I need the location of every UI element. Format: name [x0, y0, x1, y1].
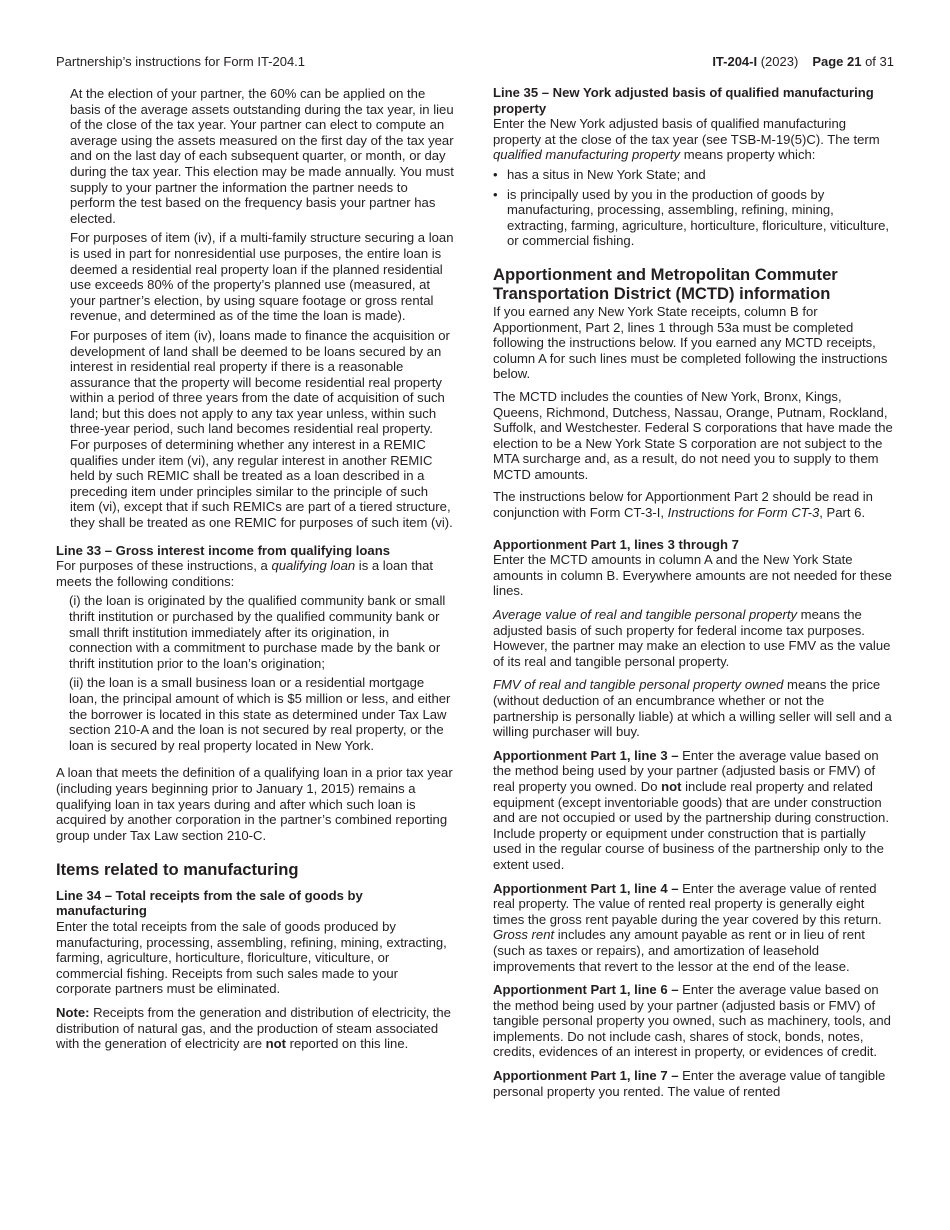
apportionment-p2: The MCTD includes the counties of New York, Bronx, Kings, Queens, Richmond, Dutchess, Nassau, Orange, Putnam, Rockland, Suffolk, and Westchester. Federal S corporations that have made the election to be a New York State S corporation are not subject to the MTA surcharge and, as a result, do not need you to supply to them MCTD amounts. — [493, 388, 893, 482]
line35-term: qualified manufacturing property — [493, 147, 681, 163]
line3-paragraph — [493, 748, 893, 873]
apportionment-p3-text: The instructions below for Apportionment Part 2 should be read in conjunction with Form CT-3-I, — [493, 489, 873, 521]
line33-intro-rest: is a loan that meets the following conditions: — [56, 558, 434, 589]
condition-ii: (ii) the loan is a small business loan or a residential mortgage loan, the principal amount of which is $5 million or less, and either the borrower is located in this state as determined under Tax Law section 210-A and the loan is not secured by real property, or the loan is secured by real property located in New York. — [69, 675, 451, 753]
paragraph-election: At the election of your partner, the 60% can be applied on the basis of the average assets outstanding during the tax year, in lieu of the close of the tax year. Your partner can elect to compute an average using the assets measured on the first day of the tax year and on the last day of each subsequent quarter, or month, or day during the tax year. This election may be made annually. You must supply to your partner the information the partner needs to perform the test based on the frequency basis your partner has elected. — [70, 86, 454, 226]
line7-text: Enter the average value of tangible personal property you rented. The value of rented — [493, 1068, 886, 1099]
line33-intro-text: For purposes of these instructions, a — [56, 558, 272, 574]
line3-not-emphasis: not — [661, 778, 682, 794]
form-year: (2023) — [757, 54, 799, 69]
line6-paragraph — [493, 982, 893, 1060]
line33-heading: Line 33 – Gross interest income from qualifying loans — [56, 542, 390, 558]
line3-text-end: include real property and related equipment (except inventoriable goods) that are under construction and are not occupied or used by the partnership during construction. Include property or equipment under construction that is partially used in the regular course of business of the partnership only to the extent used. — [493, 778, 889, 872]
note-text: Receipts from the generation and distribution of electricity, the distribution of natural gas, and the production of steam associated with the generation of electricity are — [56, 1004, 451, 1052]
paragraph-multifamily: For purposes of item (iv), if a multi-family structure securing a loan is used in part for nonresidential use purposes, the entire loan is deemed a residential real property loan if the planned residential use exceeds 80% of the property’s planned use (measured, at your partner’s election, by using square footage or gross rental revenue, and determined as of the time the loan is made). — [70, 230, 454, 324]
paragraph-prior-year: A loan that meets the definition of a qualifying loan in a prior tax year (including years beginning prior to January 1, 2015) remains a qualifying loan in tax years during and after which such loan is acquired by another corporation in the partner’s combined reporting group under Tax Law section 210-C. — [56, 765, 453, 843]
condition-i: (i) the loan is originated by the qualified community bank or small thrift institution or purchased by the qualified community bank or small thrift institution immediately after its origination, in connection with a commitment to purchase made by the bank or thrift institution prior to the loan’s origination; — [69, 593, 446, 671]
list-item — [493, 187, 893, 249]
bullet-text: is principally used by you in the production of goods by manufacturing, processing, assembling, refining, mining, extracting, farming, agriculture, horticulture, floriculture, viticulture, or commercial fishing. — [507, 186, 890, 249]
line33-intro — [56, 558, 456, 589]
form-number: IT-204-I — [712, 54, 758, 69]
part1-heading: Apportionment Part 1, lines 3 through 7 — [493, 536, 739, 552]
line4-paragraph — [493, 881, 893, 975]
part1-body: Enter the MCTD amounts in column A and the New York State amounts in column B. Everywhere amounts are not needed for these lines. — [493, 552, 892, 599]
note-text-end: reported on this line. — [285, 1036, 409, 1052]
line33-intro-term: qualifying loan — [271, 558, 356, 574]
note-paragraph — [56, 1005, 456, 1052]
line3-text: Enter the average value based on the method being used by your partner (adjusted basis or FMV) of real property you owned. Do — [493, 747, 879, 794]
line35-text: Enter the New York adjusted basis of qualified manufacturing property at the close of the tax year (see TSB-M-19(5)C). The term — [493, 116, 880, 147]
line4-term: Gross rent — [493, 927, 555, 943]
fmv-term: FMV of real and tangible personal property owned — [493, 677, 784, 693]
list-item — [493, 167, 893, 183]
fmv-definition — [493, 677, 893, 739]
items-manufacturing-heading: Items related to manufacturing — [56, 860, 299, 880]
line4-label: Apportionment Part 1, line 4 – — [493, 880, 679, 896]
fmv-text: means the price (without deduction of an encumbrance whether or not the partnership is personally liable) at which a willing seller will sell and a willing purchaser will buy. — [493, 677, 892, 740]
note-not-emphasis: not — [265, 1036, 286, 1052]
average-value-definition — [493, 607, 893, 669]
line4-text-end: includes any amount payable as rent or in lieu of rent (such as taxes or repairs), and amortization of leasehold improvements that revert to the lessor at the end of the lease. — [493, 927, 865, 974]
right-column — [493, 85, 893, 1099]
line35-body — [493, 116, 893, 163]
running-header-title: Partnership’s instructions for Form IT-204.1 — [56, 54, 306, 69]
bullet-icon: • — [493, 186, 498, 202]
apportionment-p3-end: , Part 6. — [819, 505, 866, 521]
page-number-header — [712, 54, 894, 69]
bullet-text: has a situs in New York State; and — [507, 166, 706, 182]
average-value-term: Average value of real and tangible personal property — [493, 607, 798, 623]
left-column — [56, 86, 456, 1052]
note-label: Note: — [56, 1004, 90, 1020]
apportionment-heading: Apportionment and Metropolitan Commuter Transportation District (MCTD) information — [493, 264, 838, 304]
line34-heading: Line 34 – Total receipts from the sale of goods by manufacturing — [56, 887, 363, 919]
line6-label: Apportionment Part 1, line 6 – — [493, 982, 679, 998]
page-total: of 31 — [861, 54, 894, 69]
paragraph-land-remic: For purposes of item (iv), loans made to finance the acquisition or development of land shall be deemed to be loans secured by an interest in residential real property if there is a reasonable assurance that the property will become residential real property within a period of three years from the date of acquisition of such land; but this does not apply to any tax year unless, within such three-year period, such land becomes residential real property. For purposes of determining whether any interest in a REMIC qualifies under item (vi), any regular interest in another REMIC held by such REMIC shall be treated as a loan described in a preceding item under principles similar to the principle of such item (vi), except that if such REMICs are part of a tiered structure, they shall be treated as one REMIC for purposes of such item (vi). — [70, 327, 453, 531]
line7-paragraph — [493, 1068, 893, 1099]
apportionment-p1: If you earned any New York State receipts, column B for Apportionment, Part 2, lines 1 through 53a must be completed following the instructions below. If you earned any MCTD receipts, column A for such lines must be completed following the instructions below. — [493, 303, 888, 382]
line6-text: Enter the average value based on the method being used by your partner (adjusted basis or FMV) of tangible personal property you owned, such as machinery, tools, and implements. Do not include cash, shares of stock, bonds, notes, credits, evidences of an interest in property, or evidences of credit. — [493, 982, 891, 1060]
line35-heading: Line 35 – New York adjusted basis of qualified manufacturing property — [493, 85, 874, 116]
line4-text: Enter the average value of rented real property. The value of rented real property is generally eight times the gross rent payable during the year covered by this return. — [493, 880, 882, 927]
line35-text-end: means property which: — [680, 147, 816, 163]
line3-label: Apportionment Part 1, line 3 – — [493, 747, 679, 763]
line34-body: Enter the total receipts from the sale of goods produced by manufacturing, processing, assembling, refining, mining, extracting, farming, agriculture, horticulture, floriculture, viticulture, or commercial fishing. Receipts from such sales made to your corporate partners must be eliminated. — [56, 919, 447, 997]
apportionment-p3 — [493, 489, 893, 520]
average-value-text: means the adjusted basis of such property for federal income tax purposes. However, the partner may make an election to use FMV as the value of its real and tangible personal property. — [493, 607, 891, 669]
page-label: Page 21 — [812, 54, 862, 69]
line7-label: Apportionment Part 1, line 7 – — [493, 1068, 679, 1084]
apportionment-p3-title: Instructions for Form CT-3 — [667, 505, 820, 521]
bullet-icon: • — [493, 166, 498, 182]
